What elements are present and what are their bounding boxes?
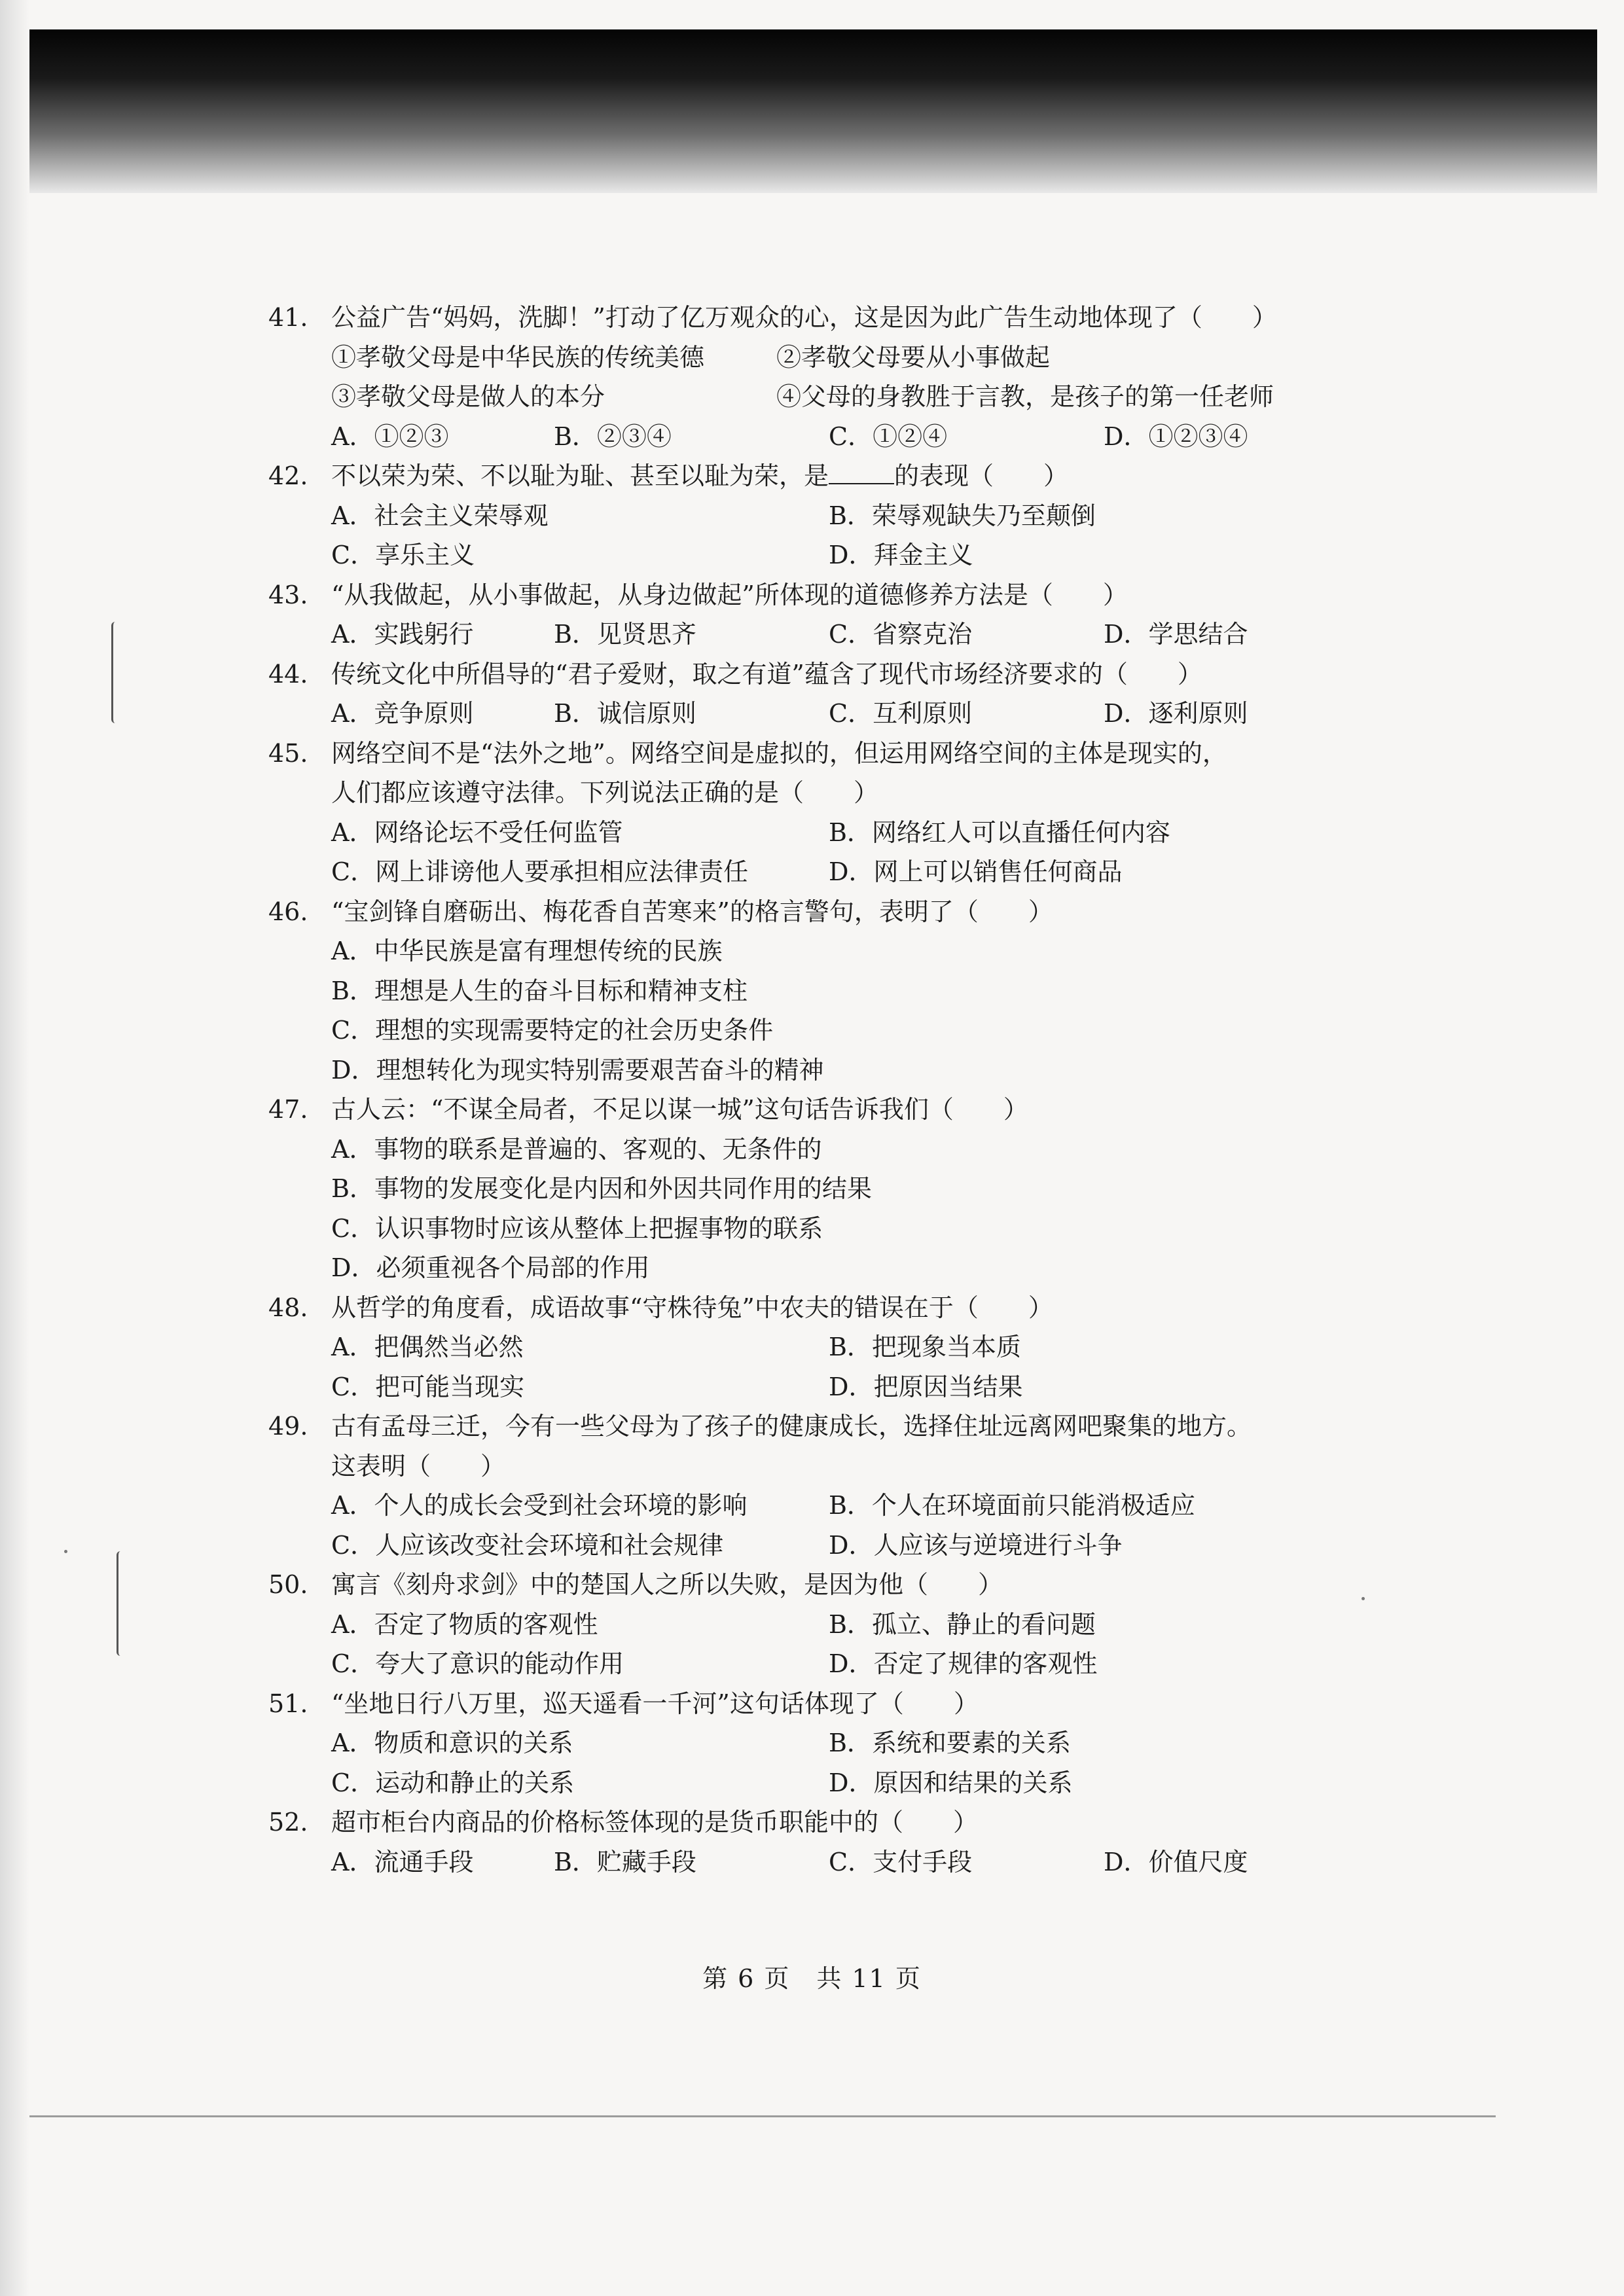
scan-bottom-edge	[29, 2115, 1496, 2117]
option-d: D．网上可以销售任何商品	[829, 857, 1123, 886]
option-d: D．理想转化为现实特别需要艰苦奋斗的精神	[331, 1055, 824, 1085]
fill-in-blank	[829, 459, 894, 484]
option-b: B．见贤思齐	[554, 620, 696, 649]
option-a: A．①②③	[331, 422, 449, 451]
pencil-bracket-mark	[111, 622, 122, 723]
question-number: 45.	[268, 738, 308, 768]
question-stem: 超市柜台内商品的价格标签体现的是货币职能中的（ ）	[331, 1808, 979, 1837]
question-49	[268, 1407, 1342, 1565]
question-43	[268, 575, 1342, 655]
option-list	[268, 417, 1342, 457]
question-number: 50.	[268, 1570, 308, 1599]
option-a: A．竞争原则	[331, 699, 474, 728]
option-a: A．网络论坛不受任何监管	[331, 817, 623, 847]
option-a: A．流通手段	[331, 1847, 474, 1876]
question-stem: “从我做起，从小事做起，从身边做起”所体现的道德修养方法是（ ）	[331, 580, 1128, 609]
statement-2: ②孝敬父母要从小事做起	[776, 342, 1051, 372]
statement-3: ③孝敬父母是做人的本分	[331, 382, 605, 411]
question-52	[268, 1803, 1342, 1882]
question-50	[268, 1565, 1342, 1684]
question-42	[268, 456, 1342, 575]
option-d: D．①②③④	[1104, 422, 1248, 451]
option-d: D．把原因当结果	[829, 1372, 1023, 1401]
option-c: C．把可能当现实	[331, 1372, 525, 1401]
option-d: D．学思结合	[1104, 620, 1248, 649]
option-a: A．个人的成长会受到社会环境的影响	[331, 1491, 748, 1520]
question-number: 47.	[268, 1095, 308, 1124]
question-number: 48.	[268, 1293, 308, 1322]
question-number: 51.	[268, 1689, 308, 1718]
question-51	[268, 1684, 1342, 1803]
question-stem: 传统文化中所倡导的“君子爱财，取之有道”蕴含了现代市场经济要求的（ ）	[331, 659, 1202, 689]
stem-part-2: 的表现（ ）	[894, 461, 1069, 490]
question-stem: “坐地日行八万里，巡天遥看一千河”这句话体现了（ ）	[331, 1689, 979, 1718]
option-list	[268, 813, 1342, 892]
option-list	[268, 1486, 1342, 1565]
scanner-top-shadow	[29, 29, 1597, 193]
question-stem: 古有孟母三迁，今有一些父母为了孩子的健康成长，选择住址远离网吧聚集的地方。	[331, 1412, 1252, 1441]
option-b: B．事物的发展变化是内因和外因共同作用的结果	[331, 1174, 872, 1203]
question-list	[268, 298, 1342, 1882]
option-b: B．孤立、静止的看问题	[829, 1609, 1096, 1639]
question-41	[268, 298, 1342, 456]
question-stem	[331, 456, 1342, 496]
option-a: A．把偶然当必然	[331, 1333, 524, 1361]
option-d: D．价值尺度	[1104, 1847, 1248, 1876]
option-c: C．享乐主义	[331, 541, 475, 569]
option-d: D．原因和结果的关系	[829, 1768, 1073, 1797]
option-d: D．拜金主义	[829, 541, 973, 569]
option-c: C．省察克治	[829, 620, 973, 649]
option-b: B．系统和要素的关系	[829, 1729, 1071, 1757]
question-number: 49.	[268, 1412, 308, 1441]
option-b: B．荣辱观缺失乃至颠倒	[829, 501, 1096, 530]
question-number: 46.	[268, 897, 308, 926]
option-a: A．中华民族是富有理想传统的民族	[331, 937, 723, 965]
option-d: D．逐利原则	[1104, 699, 1248, 728]
option-d: D．人应该与逆境进行斗争	[829, 1530, 1123, 1560]
option-a: A．实践躬行	[331, 620, 474, 649]
question-stem: 公益广告“妈妈，洗脚！”打动了亿万观众的心，这是因为此广告生动地体现了（ ）	[331, 303, 1277, 332]
question-number: 42.	[268, 461, 308, 490]
option-c: C．互利原则	[829, 699, 973, 728]
option-b: B．把现象当本质	[829, 1333, 1021, 1361]
option-c: C．理想的实现需要特定的社会历史条件	[331, 1016, 774, 1045]
question-47	[268, 1090, 1342, 1288]
statement-1: ①孝敬父母是中华民族的传统美德	[331, 342, 705, 372]
option-list	[268, 1842, 1342, 1882]
option-c: C．认识事物时应该从整体上把握事物的联系	[331, 1213, 823, 1243]
question-number: 52.	[268, 1808, 308, 1837]
question-number: 43.	[268, 580, 308, 609]
question-stem: 古人云：“不谋全局者，不足以谋一城”这句话告诉我们（ ）	[331, 1095, 1028, 1124]
question-stem: 网络空间不是“法外之地”。网络空间是虚拟的，但运用网络空间的主体是现实的，	[331, 738, 1227, 768]
option-a: A．否定了物质的客观性	[331, 1609, 598, 1639]
option-c: C．网上诽谤他人要承担相应法律责任	[331, 857, 749, 886]
option-b: B．诚信原则	[554, 699, 696, 728]
option-list	[268, 931, 1342, 1090]
option-a: A．物质和意识的关系	[331, 1729, 573, 1757]
option-list	[268, 496, 1342, 575]
scan-speck	[64, 1550, 67, 1553]
option-c: C．夸大了意识的能动作用	[331, 1649, 624, 1678]
option-c: C．运动和静止的关系	[331, 1768, 575, 1797]
option-b: B．理想是人生的奋斗目标和精神支柱	[331, 976, 748, 1005]
question-stem-continued: 这表明（ ）	[331, 1451, 506, 1480]
scan-speck	[1362, 1597, 1365, 1600]
option-a: A．事物的联系是普遍的、客观的、无条件的	[331, 1134, 822, 1164]
option-b: B．个人在环境面前只能消极适应	[829, 1491, 1195, 1520]
question-stem: 从哲学的角度看，成语故事“守株待兔”中农夫的错误在于（ ）	[331, 1293, 1053, 1322]
question-number: 44.	[268, 659, 308, 689]
option-list	[268, 694, 1342, 734]
statement-4: ④父母的身教胜于言教，是孩子的第一任老师	[776, 382, 1274, 411]
question-stem: “宝剑锋自磨砺出、梅花香自苦寒来”的格言警句，表明了（ ）	[331, 897, 1053, 926]
question-46	[268, 892, 1342, 1090]
stem-part-1: 不以荣为荣、不以耻为耻、甚至以耻为荣，是	[331, 461, 829, 490]
option-b: B．网络红人可以直播任何内容	[829, 817, 1170, 847]
page-footer: 第 6 页 共 11 页	[702, 1964, 922, 1993]
option-d: D．必须重视各个局部的作用	[331, 1253, 650, 1282]
option-c: C．支付手段	[829, 1847, 973, 1876]
question-45	[268, 734, 1342, 892]
question-48	[268, 1288, 1342, 1407]
option-list	[268, 615, 1342, 655]
option-a: A．社会主义荣辱观	[331, 501, 549, 530]
option-d: D．否定了规律的客观性	[829, 1649, 1098, 1678]
option-list	[268, 1605, 1342, 1684]
option-b: B．贮藏手段	[554, 1847, 696, 1876]
scan-edge-shadow	[0, 0, 29, 2296]
option-list	[268, 1723, 1342, 1803]
statement-list	[268, 338, 1342, 417]
option-list	[268, 1327, 1342, 1407]
option-list	[268, 1130, 1342, 1288]
question-stem-continued: 人们都应该遵守法律。下列说法正确的是（ ）	[331, 778, 879, 807]
option-b: B．②③④	[554, 422, 672, 451]
question-stem: 寓言《刻舟求剑》中的楚国人之所以失败，是因为他（ ）	[331, 1570, 1003, 1599]
pencil-bracket-mark	[117, 1551, 128, 1656]
question-44	[268, 655, 1342, 734]
option-c: C．人应该改变社会环境和社会规律	[331, 1530, 724, 1560]
question-number: 41.	[268, 303, 308, 332]
option-c: C．①②④	[829, 422, 948, 451]
